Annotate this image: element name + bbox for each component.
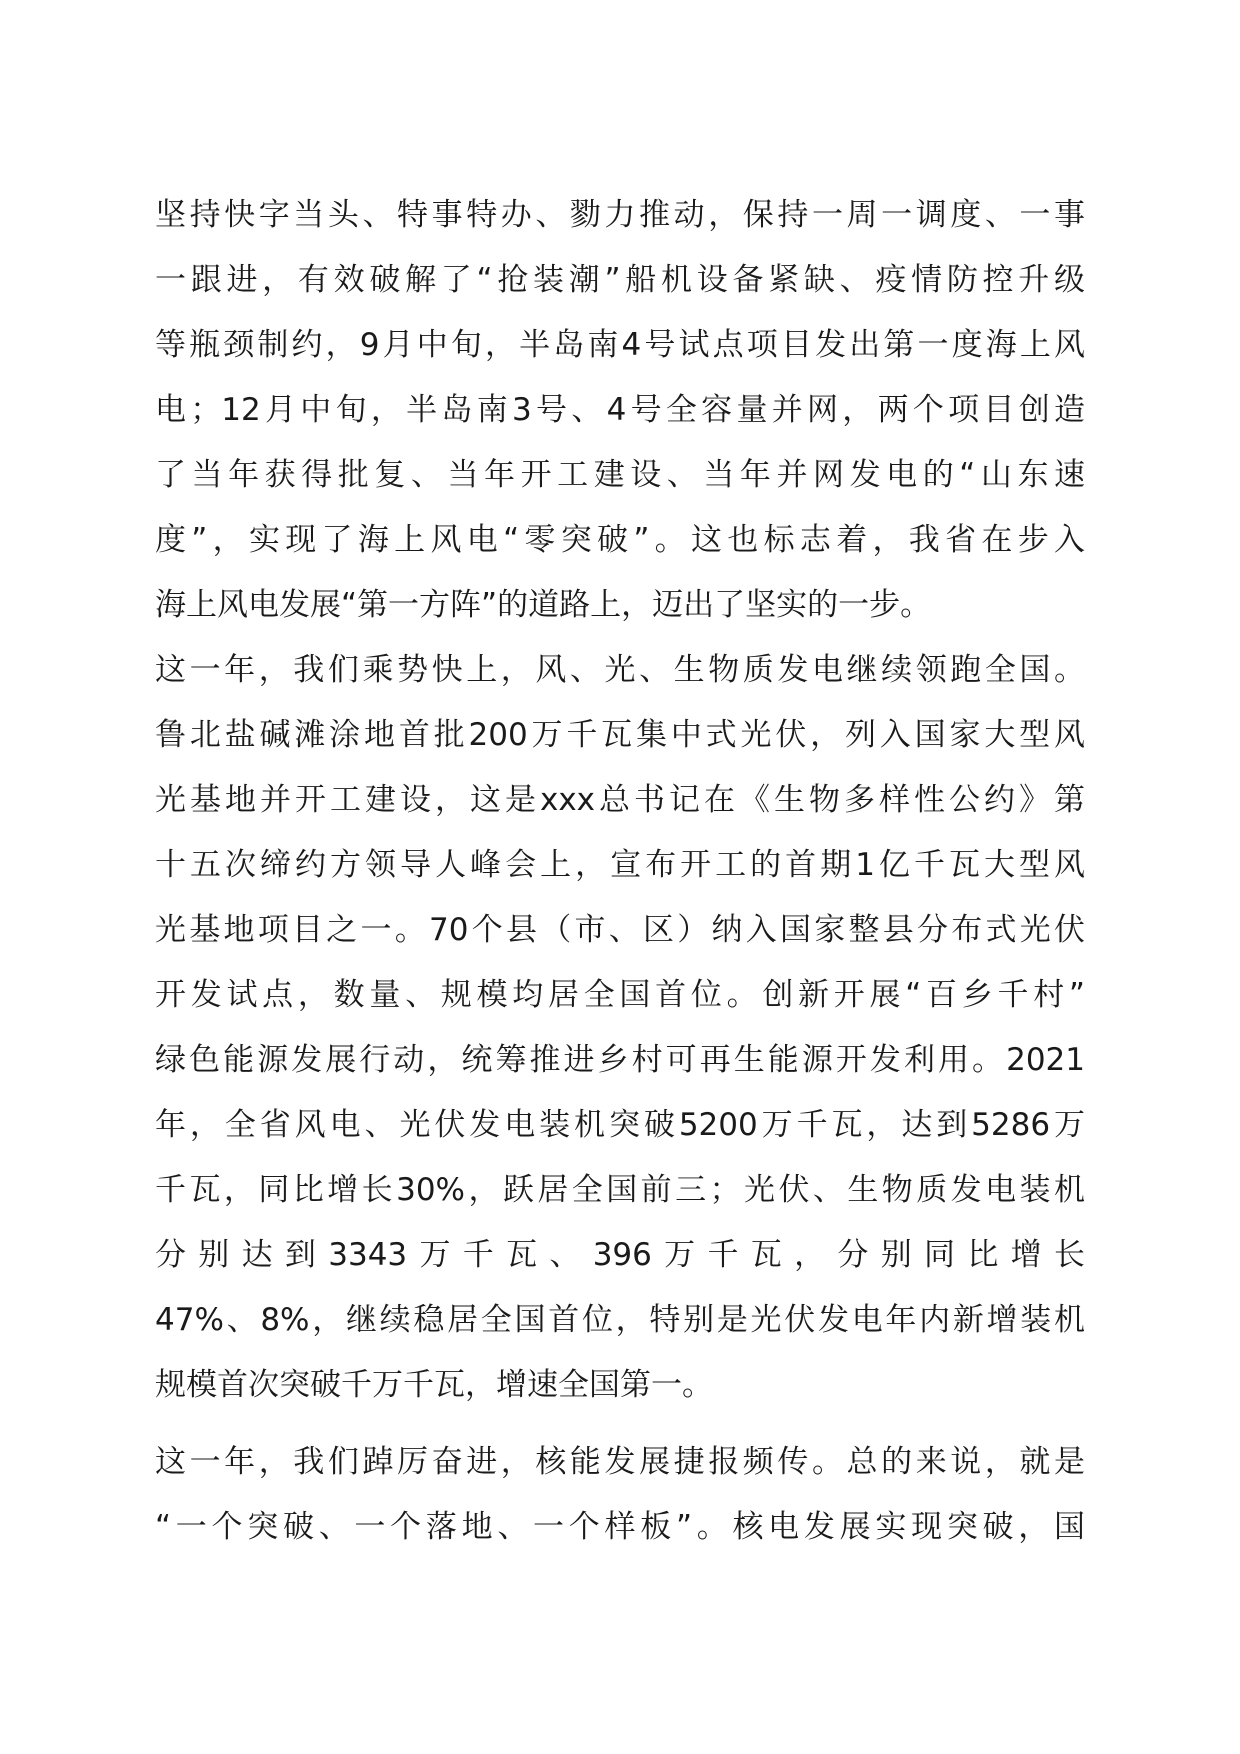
text-line: 等瓶颈制约，9月中旬，半岛南4号试点项目发出第一度海上风 [155, 327, 1085, 363]
paragraph-nuclear [155, 1430, 1085, 1560]
paragraph-renewables [155, 638, 1085, 1418]
text-line: 年，全省风电、光伏发电装机突破5200万千瓦，达到5286万 [155, 1107, 1085, 1143]
text-line: 光基地并开工建设，这是xxx总书记在《生物多样性公约》第 [155, 782, 1085, 818]
paragraph-gap [155, 1418, 1085, 1430]
text-line: 规模首次突破千万千瓦，增速全国第一。 [155, 1367, 713, 1403]
text-line: 坚持快字当头、特事特办、勠力推动，保持一周一调度、一事 [155, 197, 1085, 233]
text-line: 电；12月中旬，半岛南3号、4号全容量并网，两个项目创造 [155, 392, 1085, 428]
text-line: 海上风电发展“第一方阵”的道路上，迈出了坚实的一步。 [155, 587, 932, 623]
document-body [155, 183, 1085, 1560]
text-line: 这一年，我们乘势快上，风、光、生物质发电继续领跑全国。 [155, 652, 1085, 688]
text-line: 度”，实现了海上风电“零突破”。这也标志着，我省在步入 [155, 522, 1085, 558]
text-line: 鲁北盐碱滩涂地首批200万千瓦集中式光伏，列入国家大型风 [155, 717, 1085, 753]
text-line: 十五次缔约方领导人峰会上，宣布开工的首期1亿千瓦大型风 [155, 847, 1085, 883]
text-line: 绿色能源发展行动，统筹推进乡村可再生能源开发利用。2021 [155, 1042, 1085, 1078]
text-line: 一跟进，有效破解了“抢装潮”船机设备紧缺、疫情防控升级 [155, 262, 1085, 298]
text-line: 47%、8%，继续稳居全国首位，特别是光伏发电年内新增装机 [155, 1302, 1085, 1338]
text-line: 光基地项目之一。70个县（市、区）纳入国家整县分布式光伏 [155, 912, 1085, 948]
text-line: 开发试点，数量、规模均居全国首位。创新开展“百乡千村” [155, 977, 1085, 1013]
text-line: “一个突破、一个落地、一个样板”。核电发展实现突破，国 [155, 1509, 1085, 1545]
text-line: 分别达到3343万千瓦、396万千瓦，分别同比增长 [155, 1237, 1085, 1273]
paragraph-offshore-wind [155, 183, 1085, 638]
text-line: 了当年获得批复、当年开工建设、当年并网发电的“山东速 [155, 457, 1085, 493]
text-line: 千瓦，同比增长30%，跃居全国前三；光伏、生物质发电装机 [155, 1172, 1085, 1208]
text-line: 这一年，我们踔厉奋进，核能发展捷报频传。总的来说，就是 [155, 1444, 1085, 1480]
